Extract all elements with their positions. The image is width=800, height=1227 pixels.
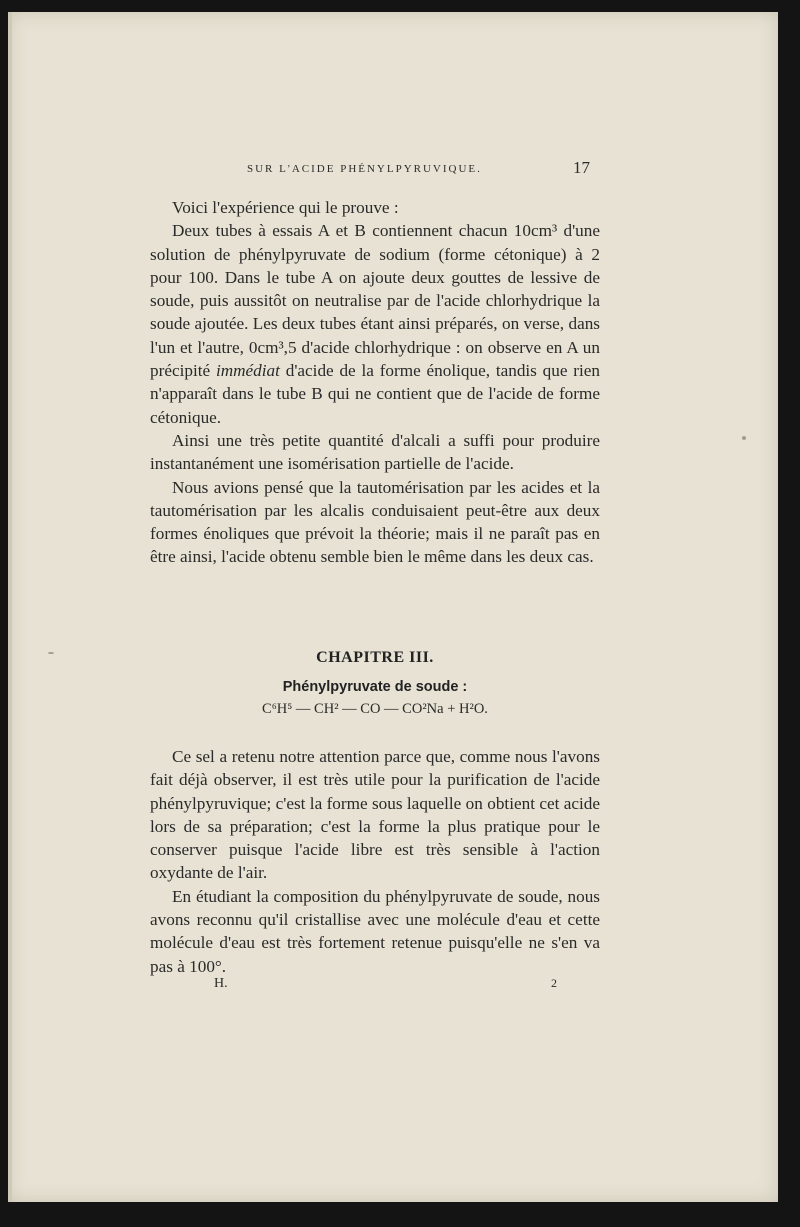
paragraph-text: d'acide de la forme énolique, tandis que rien n'apparaît dans le tube B qui ne contient que de l'acide de forme cétonique. — [150, 361, 601, 427]
paragraph-text: Deux tubes à essais A et B contiennent chacun 10cm³ d'une solution de phénylpyruvate de sodium (forme cétonique) à 2 pour 100. Dans le tube A on ajoute deux gouttes de lessive de soude, puis aussitôt on neutralise par de l'acide chlorhydrique la soude ajoutée. Les deux tubes étant ainsi préparés, on verse, dans l'un et l'autre, 0cm³,5 d'acide chlorhydrique : on observe en A un précipité — [150, 221, 600, 381]
sheet-number: 2 — [551, 976, 557, 990]
paragraph: Ce sel a retenu notre attention parce que, comme nous l'avons fait déjà observer, il est très utile pour la purification de l'acide phénylpyruvique; c'est la forme sous laquelle on obtient cet acide lors de sa préparation; c'est la forme la plus pratique pour le conserver puisque l'acide libre est très sensible à l'action oxydante de l'air. — [150, 747, 600, 883]
page-number: 17 — [573, 158, 590, 177]
paper-spot — [742, 436, 746, 440]
paragraph: Voici l'expérience qui le prouve : — [172, 198, 399, 217]
paragraph: Ainsi une très petite quantité d'alcali a suffi pour produire instantanément une isomérisation partielle de l'acide. — [150, 430, 600, 474]
chapter-title: CHAPITRE III. — [316, 649, 434, 666]
paragraph — [150, 219, 600, 429]
paragraph: Nous avions pensé que la tautomérisation par les acides et la tautomérisation par les alcalis conduisaient peut-être aux deux formes énoliques que prévoit la théorie; mais il ne paraît pas en être ainsi, l'acide obtenu semble bien le même dans les deux cas. — [150, 477, 600, 567]
page-edge — [8, 12, 12, 1202]
paragraph: En étudiant la composition du phénylpyruvate de soude, nous avons reconnu qu'il cristallise avec une molécule d'eau et cette molécule d'eau est très fortement retenue puisqu'elle ne s'en va pas à 100°. — [150, 886, 600, 976]
book-page — [8, 12, 778, 1202]
body-text-bottom — [150, 745, 600, 978]
paper-spot — [48, 652, 54, 654]
chemical-formula: C⁶H⁵ — CH² — CO — CO²Na + H²O. — [262, 701, 488, 717]
chapter-subtitle: Phénylpyruvate de soude : — [282, 679, 468, 695]
signature-mark: H. — [214, 976, 228, 991]
emphasis-text: immédiat — [215, 361, 280, 381]
running-head: SUR L'ACIDE PHÉNYLPYRUVIQUE. — [247, 163, 482, 175]
body-text-top — [150, 196, 600, 569]
